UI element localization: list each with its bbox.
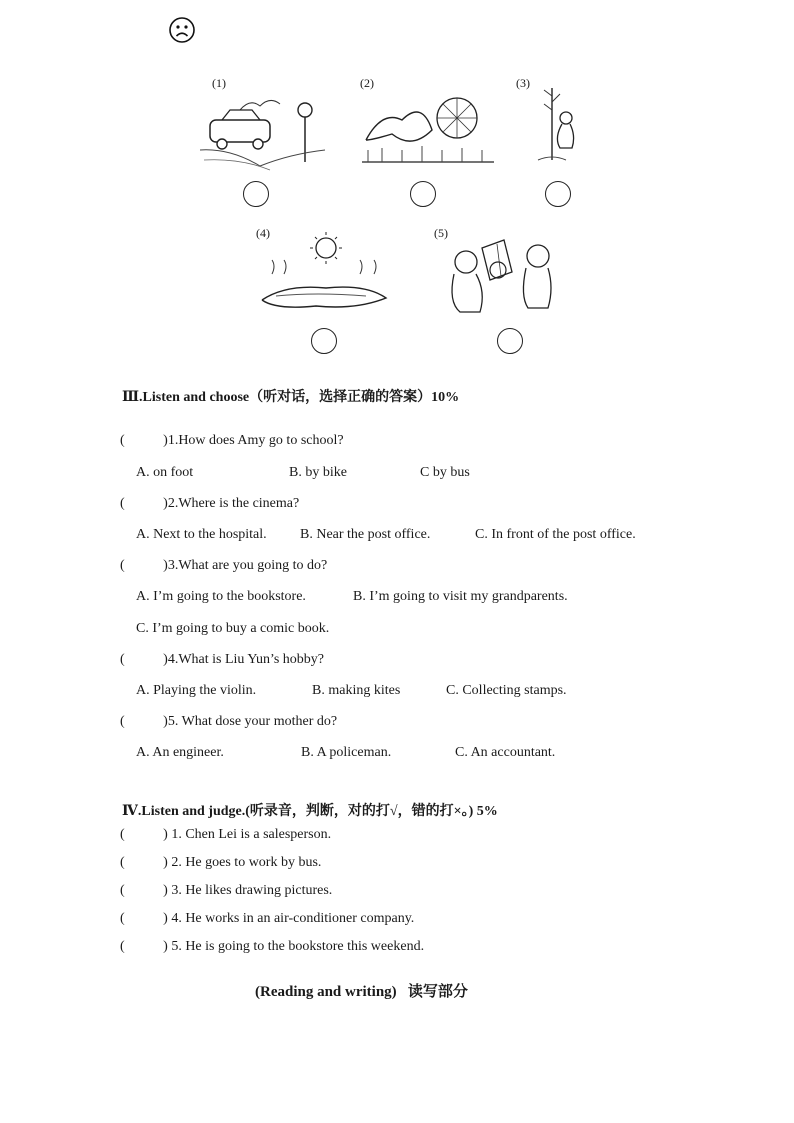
answer-circle-1[interactable] [243, 181, 269, 207]
picture-5 [432, 226, 562, 316]
picture-1 [200, 76, 330, 172]
picture-3 [514, 76, 584, 172]
option-1a: A. on foot [136, 465, 194, 480]
option-2c: C. In front of the post office. [475, 527, 636, 542]
option-4a: A. Playing the violin. [136, 683, 257, 698]
sun-over-polluted-water-icon [256, 230, 392, 316]
option-4c: C. Collecting stamps. [446, 683, 567, 698]
judge-item-5: ( ) 5. He is going to the bookstore this weekend. [120, 939, 425, 954]
answer-circle-4[interactable] [311, 328, 337, 354]
picture-2 [358, 76, 498, 172]
option-2b: B. Near the post office. [300, 527, 431, 542]
option-4b: B. making kites [312, 683, 401, 698]
children-reading-icon [442, 232, 562, 316]
section-4-title: Ⅳ.Listen and judge.(听录音，判断，对的打√，错的打×。) 5% [122, 804, 498, 819]
picture-number: (4) [256, 226, 270, 240]
answer-circle-5[interactable] [497, 328, 523, 354]
question-5: ( )5. What dose your mother do? [120, 714, 338, 729]
judge-item-4: ( ) 4. He works in an air-conditioner company. [120, 911, 415, 926]
option-3a: A. I’m going to the bookstore. [136, 589, 306, 604]
car-road-sign-icon [200, 90, 330, 172]
option-3b: B. I’m going to visit my grandparents. [353, 589, 568, 604]
question-4: ( )4.What is Liu Yun’s hobby? [120, 652, 325, 667]
judge-item-3: ( ) 3. He likes drawing pictures. [120, 883, 333, 898]
answer-circle-2[interactable] [410, 181, 436, 207]
option-1c: C by bus [420, 465, 470, 480]
option-5c: C. An accountant. [455, 745, 556, 760]
option-2a: A. Next to the hospital. [136, 527, 267, 542]
question-1: ( )1.How does Amy go to school? [120, 433, 344, 448]
option-3c: C. I’m going to buy a comic book. [136, 621, 330, 636]
question-3: ( )3.What are you going to do? [120, 558, 328, 573]
reading-writing-title: (Reading and writing) 读写部分 [255, 984, 468, 1000]
picture-number: (2) [360, 76, 374, 90]
picture-number: (3) [516, 76, 530, 90]
option-5b: B. A policeman. [301, 745, 392, 760]
person-planting-tree-icon [524, 82, 584, 168]
picture-4 [252, 226, 392, 316]
amusement-park-icon [362, 90, 498, 172]
judge-item-1: ( ) 1. Chen Lei is a salesperson. [120, 827, 332, 842]
option-1b: B. by bike [289, 465, 347, 480]
sad-face-icon [168, 16, 196, 44]
option-5a: A. An engineer. [136, 745, 224, 760]
picture-number: (5) [434, 226, 448, 240]
section-3-title: Ⅲ.Listen and choose（听对话，选择正确的答案）10% [122, 390, 460, 405]
answer-circle-3[interactable] [545, 181, 571, 207]
judge-item-2: ( ) 2. He goes to work by bus. [120, 855, 322, 870]
question-2: ( )2.Where is the cinema? [120, 496, 300, 511]
picture-number: (1) [212, 76, 226, 90]
